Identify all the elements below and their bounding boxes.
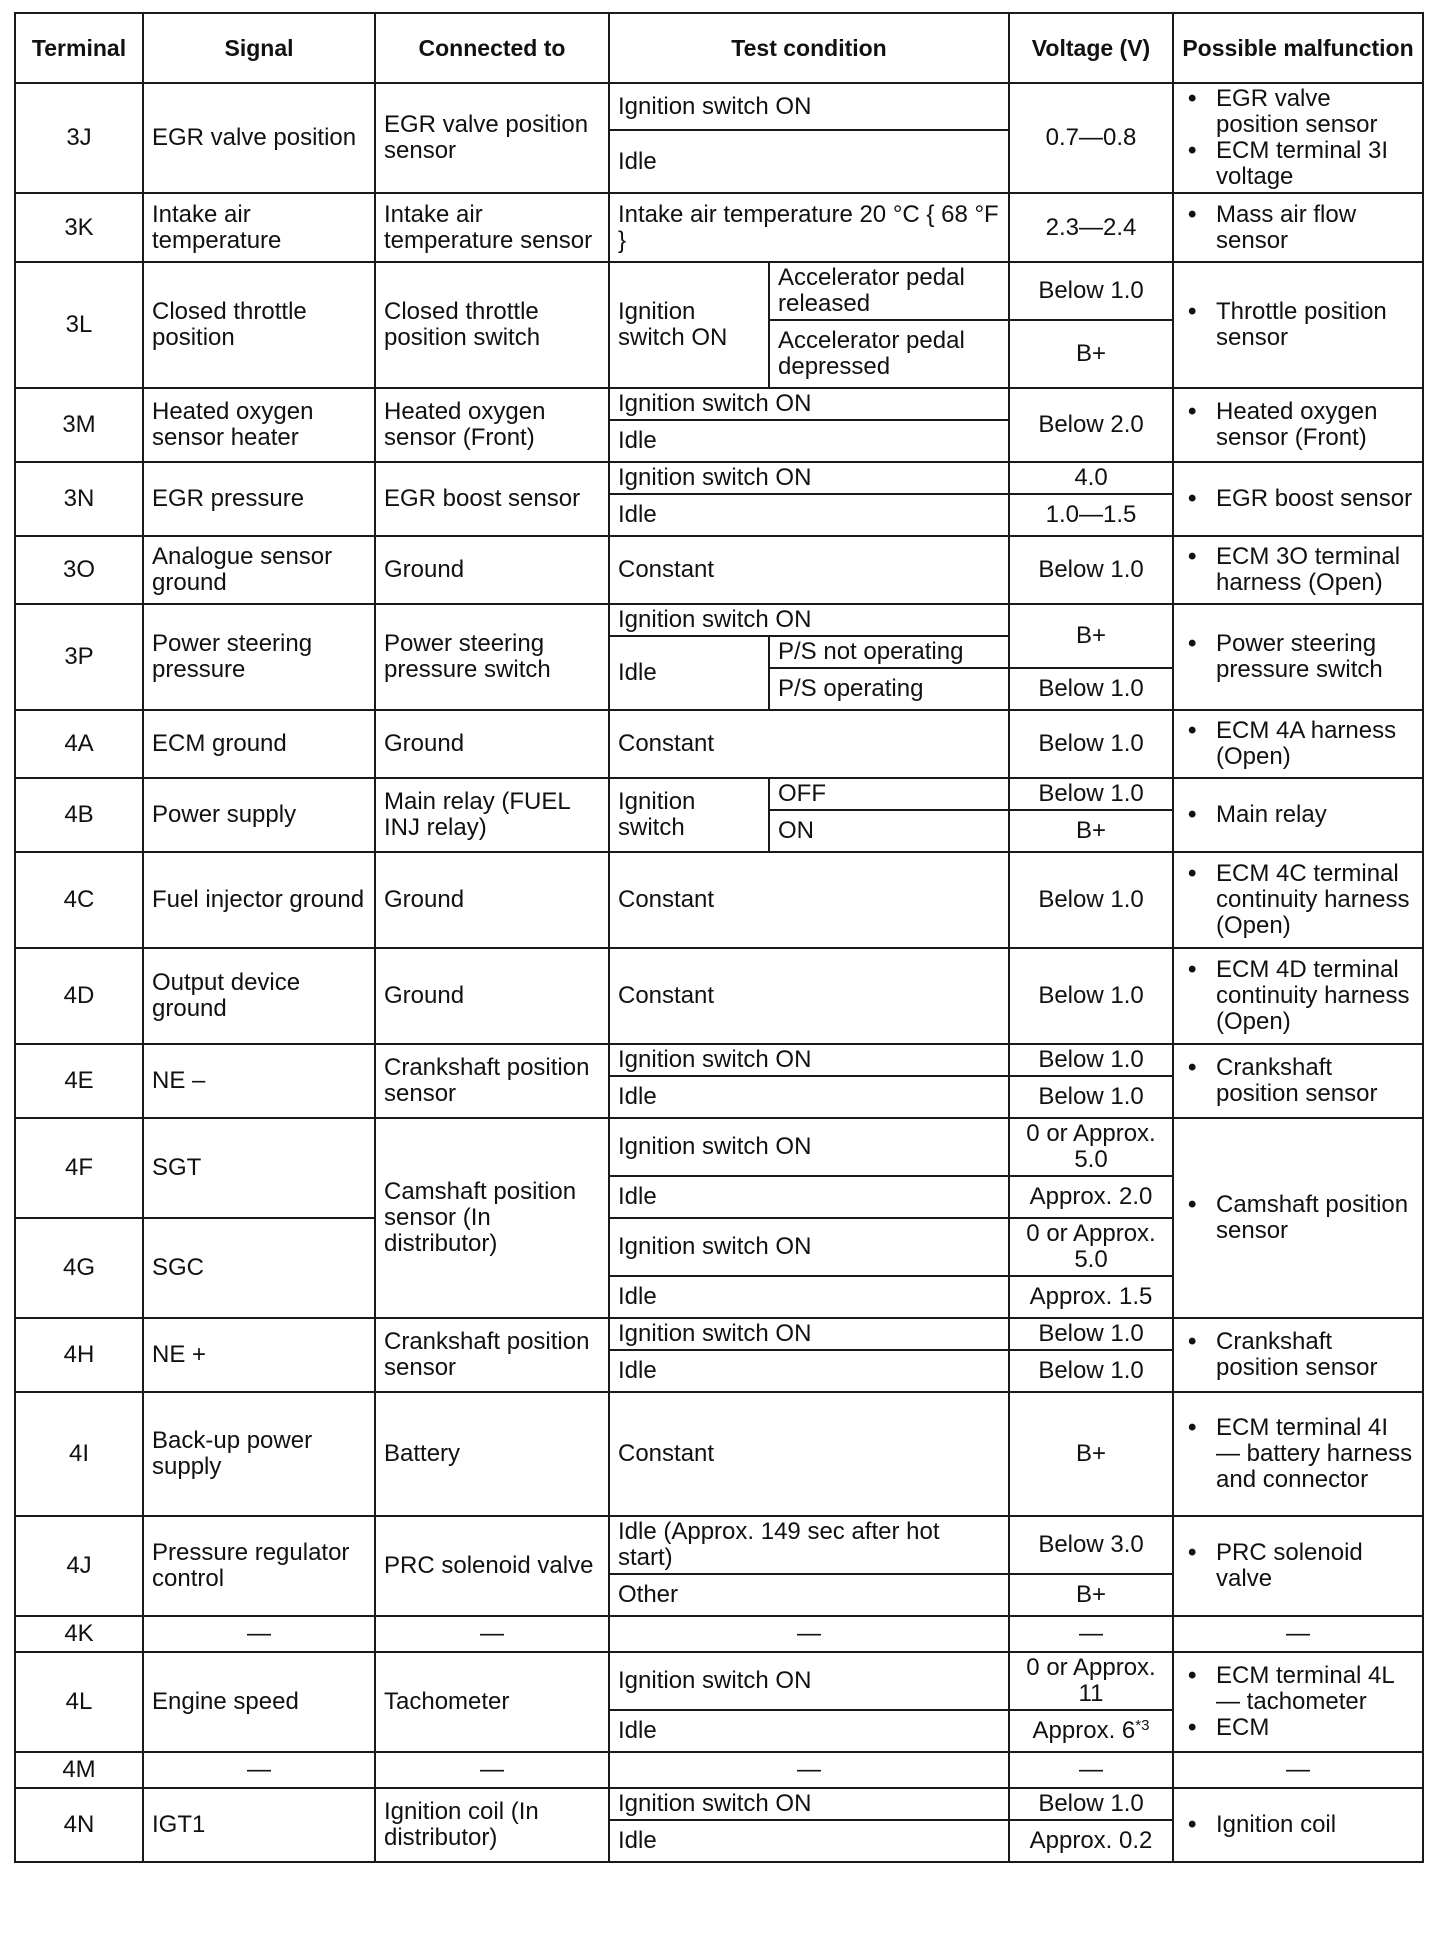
connected-cell: Intake air temperature sensor — [375, 193, 609, 262]
terminal-cell: 3M — [15, 388, 143, 462]
table-row — [15, 1044, 1423, 1076]
malfunction-cell — [1173, 462, 1423, 536]
condition-cell: Constant — [609, 536, 1009, 604]
malfunction-item: • ECM terminal 3I voltage — [1216, 138, 1414, 190]
table-row — [15, 1118, 1423, 1176]
voltage-cell: 1.0—1.5 — [1009, 494, 1173, 536]
voltage-cell: Below 1.0 — [1009, 1044, 1173, 1076]
empty-condition-cell: — — [609, 1752, 1009, 1788]
header-possible-malfunction: Possible malfunction — [1173, 13, 1423, 83]
table-row — [15, 262, 1423, 320]
sub-condition-cell: ON — [769, 810, 1009, 852]
voltage-cell: Below 1.0 — [1009, 1350, 1173, 1392]
condition-cell: Ignition switch ON — [609, 388, 1009, 420]
connected-cell: Ground — [375, 852, 609, 948]
condition-cell: Ignition switch ON — [609, 462, 1009, 494]
connected-cell: Ground — [375, 948, 609, 1044]
condition-cell: Ignition switch ON — [609, 1318, 1009, 1350]
malfunction-item: • Ignition coil — [1216, 1812, 1414, 1838]
malfunction-cell — [1173, 1118, 1423, 1318]
malfunction-item: • ECM terminal 4I — battery harness and connector — [1216, 1415, 1414, 1493]
signal-cell: Analogue sensor ground — [143, 536, 375, 604]
condition-cell: Idle — [609, 130, 1009, 193]
terminal-cell: 4F — [15, 1118, 143, 1218]
terminal-cell: 4J — [15, 1516, 143, 1616]
condition-cell: Other — [609, 1574, 1009, 1616]
malfunction-cell — [1173, 1392, 1423, 1516]
signal-cell: Output device ground — [143, 948, 375, 1044]
voltage-cell: Approx. 0.2 — [1009, 1820, 1173, 1862]
voltage-cell: 0 or Approx. 11 — [1009, 1652, 1173, 1710]
empty-signal-cell: — — [143, 1752, 375, 1788]
voltage-cell: Approx. 2.0 — [1009, 1176, 1173, 1218]
empty-connected-cell: — — [375, 1752, 609, 1788]
connected-cell: Ignition coil (In distributor) — [375, 1788, 609, 1862]
voltage-cell — [1009, 1710, 1173, 1752]
signal-cell: Engine speed — [143, 1652, 375, 1752]
signal-cell: SGC — [143, 1218, 375, 1318]
empty-malfunction-cell: — — [1173, 1616, 1423, 1652]
footnote-marker: *3 — [1135, 1717, 1150, 1734]
connected-cell: Power steering pressure switch — [375, 604, 609, 710]
voltage-cell: 4.0 — [1009, 462, 1173, 494]
header-row — [15, 13, 1423, 83]
malfunction-item: • Crankshaft position sensor — [1216, 1329, 1414, 1381]
sub-condition-cell: P/S operating — [769, 668, 1009, 710]
malfunction-cell — [1173, 1044, 1423, 1118]
voltage-cell: 2.3—2.4 — [1009, 193, 1173, 262]
header-voltage: Voltage (V) — [1009, 13, 1173, 83]
terminal-cell: 4E — [15, 1044, 143, 1118]
table-row — [15, 710, 1423, 778]
signal-cell: Power supply — [143, 778, 375, 852]
condition-cell: Constant — [609, 710, 1009, 778]
condition-cell: Idle — [609, 1176, 1009, 1218]
terminal-cell: 3L — [15, 262, 143, 388]
terminal-cell: 4K — [15, 1616, 143, 1652]
connected-cell: PRC solenoid valve — [375, 1516, 609, 1616]
malfunction-cell — [1173, 262, 1423, 388]
condition-cell: Ignition switch ON — [609, 1218, 1009, 1276]
table-row — [15, 948, 1423, 1044]
terminal-cell: 4C — [15, 852, 143, 948]
malfunction-cell — [1173, 83, 1423, 193]
connected-cell: Tachometer — [375, 1652, 609, 1752]
connected-cell: Closed throttle position switch — [375, 262, 609, 388]
connected-cell: Camshaft position sensor (In distributor) — [375, 1118, 609, 1318]
voltage-cell: 0.7—0.8 — [1009, 83, 1173, 193]
condition-cell: Idle — [609, 494, 1009, 536]
malfunction-item: • Crankshaft position sensor — [1216, 1055, 1414, 1107]
terminal-cell: 3J — [15, 83, 143, 193]
malfunction-cell — [1173, 852, 1423, 948]
malfunction-cell — [1173, 948, 1423, 1044]
connected-cell: Ground — [375, 710, 609, 778]
condition-cell: Idle — [609, 1820, 1009, 1862]
condition-cell: Constant — [609, 948, 1009, 1044]
voltage-cell: Below 1.0 — [1009, 852, 1173, 948]
terminal-cell: 4D — [15, 948, 143, 1044]
signal-cell: Power steering pressure — [143, 604, 375, 710]
malfunction-item: • EGR boost sensor — [1216, 486, 1414, 512]
condition-cell: Constant — [609, 1392, 1009, 1516]
malfunction-item: • Camshaft position sensor — [1216, 1192, 1414, 1244]
malfunction-cell — [1173, 388, 1423, 462]
table-row — [15, 462, 1423, 494]
malfunction-item: • Mass air flow sensor — [1216, 202, 1414, 254]
empty-malfunction-cell: — — [1173, 1752, 1423, 1788]
signal-cell: Intake air temperature — [143, 193, 375, 262]
condition-cell: Idle — [609, 420, 1009, 462]
voltage-cell: Below 1.0 — [1009, 1318, 1173, 1350]
signal-cell: IGT1 — [143, 1788, 375, 1862]
condition-cell: Idle — [609, 1710, 1009, 1752]
condition-cell: Ignition switch ON — [609, 262, 769, 388]
voltage-cell: Below 1.0 — [1009, 262, 1173, 320]
connected-cell: Ground — [375, 536, 609, 604]
signal-cell: Closed throttle position — [143, 262, 375, 388]
malfunction-item: • PRC solenoid valve — [1216, 1540, 1414, 1592]
header-test-condition: Test condition — [609, 13, 1009, 83]
terminal-cell: 3K — [15, 193, 143, 262]
terminal-cell: 4N — [15, 1788, 143, 1862]
condition-cell: Ignition switch ON — [609, 1044, 1009, 1076]
voltage-cell: Below 1.0 — [1009, 668, 1173, 710]
malfunction-cell — [1173, 604, 1423, 710]
malfunction-item: • ECM 4D terminal continuity harness (Open) — [1216, 957, 1414, 1035]
connected-cell: Main relay (FUEL INJ relay) — [375, 778, 609, 852]
signal-cell: ECM ground — [143, 710, 375, 778]
condition-cell: Idle — [609, 636, 769, 710]
table-row — [15, 852, 1423, 948]
voltage-cell: 0 or Approx. 5.0 — [1009, 1118, 1173, 1176]
malfunction-item: • ECM terminal 4L — tachometer — [1216, 1663, 1414, 1715]
terminal-cell: 4L — [15, 1652, 143, 1752]
header-signal: Signal — [143, 13, 375, 83]
voltage-cell: B+ — [1009, 604, 1173, 668]
malfunction-item: • ECM 4C terminal continuity harness (Open) — [1216, 861, 1414, 939]
header-connected-to: Connected to — [375, 13, 609, 83]
connected-cell: Crankshaft position sensor — [375, 1044, 609, 1118]
malfunction-cell — [1173, 536, 1423, 604]
connected-cell: EGR valve position sensor — [375, 83, 609, 193]
signal-cell: Pressure regulator control — [143, 1516, 375, 1616]
header-terminal: Terminal — [15, 13, 143, 83]
signal-cell: SGT — [143, 1118, 375, 1218]
malfunction-item: • ECM 4A harness (Open) — [1216, 718, 1414, 770]
empty-condition-cell: — — [609, 1616, 1009, 1652]
malfunction-cell — [1173, 193, 1423, 262]
voltage-cell: B+ — [1009, 810, 1173, 852]
voltage-cell: Approx. 1.5 — [1009, 1276, 1173, 1318]
voltage-cell: Below 1.0 — [1009, 710, 1173, 778]
malfunction-item: • Main relay — [1216, 802, 1414, 828]
voltage-cell: 0 or Approx. 5.0 — [1009, 1218, 1173, 1276]
condition-cell: Constant — [609, 852, 1009, 948]
table-row — [15, 1652, 1423, 1710]
table-row — [15, 1616, 1423, 1652]
terminal-cell: 4I — [15, 1392, 143, 1516]
malfunction-item: • Throttle position sensor — [1216, 299, 1414, 351]
sub-condition-cell: Accelerator pedal released — [769, 262, 1009, 320]
terminal-cell: 4A — [15, 710, 143, 778]
malfunction-cell — [1173, 1516, 1423, 1616]
condition-cell: Ignition switch ON — [609, 1788, 1009, 1820]
voltage-cell: Below 3.0 — [1009, 1516, 1173, 1574]
signal-cell: EGR valve position — [143, 83, 375, 193]
voltage-cell: B+ — [1009, 320, 1173, 388]
table-row — [15, 1392, 1423, 1516]
ecm-terminal-table-page — [14, 12, 1422, 1863]
malfunction-item: • Heated oxygen sensor (Front) — [1216, 399, 1414, 451]
voltage-cell: Below 1.0 — [1009, 778, 1173, 810]
table-row — [15, 1752, 1423, 1788]
malfunction-cell — [1173, 1788, 1423, 1862]
malfunction-cell — [1173, 1652, 1423, 1752]
malfunction-item: • EGR valve position sensor — [1216, 86, 1414, 138]
signal-cell: EGR pressure — [143, 462, 375, 536]
signal-cell: NE + — [143, 1318, 375, 1392]
empty-voltage-cell: — — [1009, 1616, 1173, 1652]
condition-cell: Idle — [609, 1276, 1009, 1318]
empty-signal-cell: — — [143, 1616, 375, 1652]
malfunction-cell — [1173, 710, 1423, 778]
malfunction-item: • Power steering pressure switch — [1216, 631, 1414, 683]
terminal-cell: 4G — [15, 1218, 143, 1318]
terminal-cell: 4B — [15, 778, 143, 852]
table-row — [15, 1318, 1423, 1350]
empty-connected-cell: — — [375, 1616, 609, 1652]
terminal-cell: 3P — [15, 604, 143, 710]
malfunction-cell — [1173, 778, 1423, 852]
malfunction-item: • ECM 3O terminal harness (Open) — [1216, 544, 1414, 596]
sub-condition-cell: Accelerator pedal depressed — [769, 320, 1009, 388]
terminal-cell: 4M — [15, 1752, 143, 1788]
condition-cell: Intake air temperature 20 °C { 68 °F } — [609, 193, 1009, 262]
condition-cell: Ignition switch — [609, 778, 769, 852]
terminal-cell: 3O — [15, 536, 143, 604]
condition-cell: Idle — [609, 1350, 1009, 1392]
signal-cell: Fuel injector ground — [143, 852, 375, 948]
terminal-cell: 3N — [15, 462, 143, 536]
table-row — [15, 1516, 1423, 1574]
voltage-value: Approx. 6 — [1032, 1717, 1136, 1744]
signal-cell: Heated oxygen sensor heater — [143, 388, 375, 462]
condition-cell: Idle (Approx. 149 sec after hot start) — [609, 1516, 1009, 1574]
connected-cell: Crankshaft position sensor — [375, 1318, 609, 1392]
connected-cell: Heated oxygen sensor (Front) — [375, 388, 609, 462]
sub-condition-cell: P/S not operating — [769, 636, 1009, 668]
terminal-cell: 4H — [15, 1318, 143, 1392]
connected-cell: Battery — [375, 1392, 609, 1516]
condition-cell: Ignition switch ON — [609, 1652, 1009, 1710]
sub-condition-cell: OFF — [769, 778, 1009, 810]
voltage-cell: Below 2.0 — [1009, 388, 1173, 462]
voltage-cell: B+ — [1009, 1574, 1173, 1616]
voltage-cell: B+ — [1009, 1392, 1173, 1516]
condition-cell: Ignition switch ON — [609, 1118, 1009, 1176]
table-row — [15, 536, 1423, 604]
malfunction-cell — [1173, 1318, 1423, 1392]
table-row — [15, 193, 1423, 262]
ecm-terminal-table — [14, 12, 1424, 1863]
table-row — [15, 388, 1423, 420]
table-row — [15, 778, 1423, 810]
condition-cell: Idle — [609, 1076, 1009, 1118]
condition-cell: Ignition switch ON — [609, 604, 1009, 636]
empty-voltage-cell: — — [1009, 1752, 1173, 1788]
voltage-cell: Below 1.0 — [1009, 1788, 1173, 1820]
table-row — [15, 1788, 1423, 1820]
voltage-cell: Below 1.0 — [1009, 948, 1173, 1044]
connected-cell: EGR boost sensor — [375, 462, 609, 536]
condition-cell: Ignition switch ON — [609, 83, 1009, 130]
malfunction-item: • ECM — [1216, 1715, 1414, 1741]
voltage-cell: Below 1.0 — [1009, 536, 1173, 604]
voltage-cell: Below 1.0 — [1009, 1076, 1173, 1118]
table-row — [15, 604, 1423, 636]
signal-cell: Back-up power supply — [143, 1392, 375, 1516]
signal-cell: NE – — [143, 1044, 375, 1118]
table-row — [15, 83, 1423, 130]
